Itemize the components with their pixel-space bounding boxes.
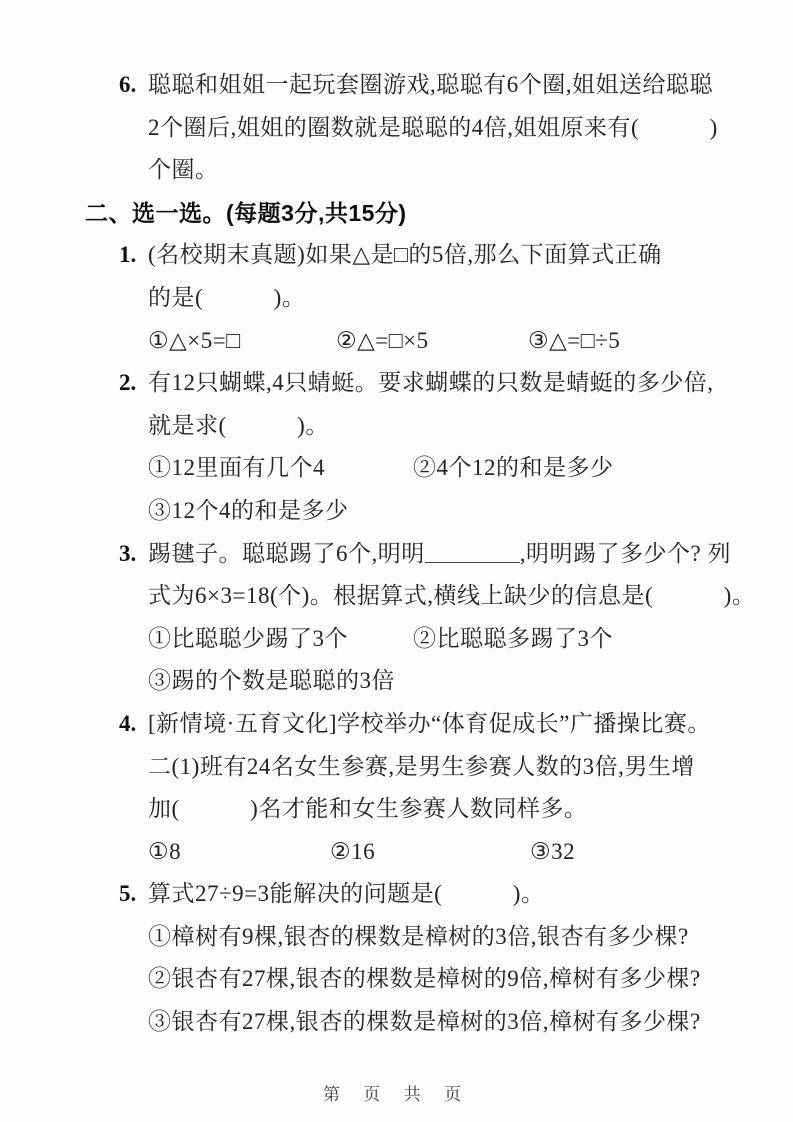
question-4-options	[0, 831, 793, 874]
question-5-number: 5.	[119, 881, 137, 907]
question-4-line-3	[0, 788, 793, 831]
question-4-line-2	[0, 746, 793, 789]
q2-option-2: ②4个12的和是多少	[413, 455, 614, 481]
question-2-line-1	[0, 362, 793, 405]
q1-option-1: ①△×5=□	[148, 327, 241, 353]
q3-option-1: ①比聪聪少踢了3个	[148, 625, 348, 651]
question-4-line-1	[0, 703, 793, 746]
question-2-text-1: 有12只蝴蝶,4只蜻蜓。要求蝴蝶的只数是蜻蜓的多少倍,	[148, 370, 714, 396]
question-3-text-1a: 踢毽子。聪聪踢了6个,明明	[148, 540, 425, 566]
question-1-line-1	[0, 234, 793, 277]
q4-option-3: ③32	[530, 838, 576, 864]
question-1-text-1: (名校期末真题)如果△是□的5倍,那么下面算式正确	[148, 242, 662, 268]
q1-option-3: ③△=□÷5	[528, 327, 621, 353]
section-2-header: 二、选一选。(每题3分,共15分)	[85, 199, 407, 226]
question-3-number: 3.	[119, 540, 137, 566]
question-1-number: 1.	[119, 242, 137, 268]
q4-option-2: ②16	[330, 838, 376, 864]
question-6-line-3	[0, 149, 793, 192]
question-2-line-2	[0, 405, 793, 448]
question-3-text-1b: ,明明踢了多少个? 列	[519, 540, 731, 566]
question-3-options-row-1	[0, 618, 793, 661]
question-5-text-1: 算式27÷9=3能解决的问题是( )。	[148, 881, 545, 907]
question-6-line-2	[0, 107, 793, 150]
question-3-line-1	[0, 533, 793, 576]
question-1-text-2: 的是( )。	[148, 284, 306, 310]
question-4-number: 4.	[119, 710, 137, 736]
question-5-option-2: ②银杏有27棵,银杏的棵数是樟树的9倍,樟树有多少棵?	[148, 966, 701, 992]
q3-option-3: ③踢的个数是聪聪的3倍	[148, 668, 395, 694]
question-5-option-1: ①樟树有9棵,银杏的棵数是樟树的3倍,银杏有多少棵?	[148, 923, 689, 949]
fill-in-blank-underline	[425, 562, 520, 563]
question-5-line-1	[0, 873, 793, 916]
question-1-line-2	[0, 277, 793, 320]
question-2-options-row-1	[0, 447, 793, 490]
question-6-text-3: 个圈。	[148, 157, 219, 183]
page-footer: 第 页 共 页	[322, 1085, 471, 1105]
question-3-text-2: 式为6×3=18(个)。根据算式,横线上缺少的信息是( )。	[148, 583, 756, 609]
question-3-line-2	[0, 575, 793, 618]
question-4-text-2: 二(1)班有24名女生参赛,是男生参赛人数的3倍,男生增	[148, 753, 695, 779]
question-1-options	[0, 320, 793, 363]
q1-option-2: ②△=□×5	[336, 327, 429, 353]
q4-option-1: ①8	[148, 838, 182, 864]
question-4-text-1: [新情境·五育文化]学校举办“体育促成长”广播操比赛。	[148, 710, 711, 736]
question-6-line-1	[0, 64, 793, 107]
question-3-options-row-2	[0, 660, 793, 703]
q2-option-1: ①12里面有几个4	[148, 455, 325, 481]
question-6-text-1: 聪聪和姐姐一起玩套圈游戏,聪聪有6个圈,姐姐送给聪聪	[148, 72, 713, 97]
question-6-number: 6.	[119, 72, 137, 97]
question-2-number: 2.	[119, 370, 137, 396]
q3-option-2: ②比聪聪多踢了3个	[413, 625, 613, 651]
q2-option-3: ③12个4的和是多少	[148, 497, 349, 523]
question-6-text-2: 2个圈后,姐姐的圈数就是聪聪的4倍,姐姐原来有( )	[148, 114, 718, 140]
question-2-text-2: 就是求( )。	[148, 412, 329, 438]
question-5-option-3: ③银杏有27棵,银杏的棵数是樟树的3倍,樟树有多少棵?	[148, 1009, 701, 1035]
question-4-text-3: 加( )名才能和女生参赛人数同样多。	[148, 796, 588, 822]
question-2-options-row-2	[0, 490, 793, 533]
